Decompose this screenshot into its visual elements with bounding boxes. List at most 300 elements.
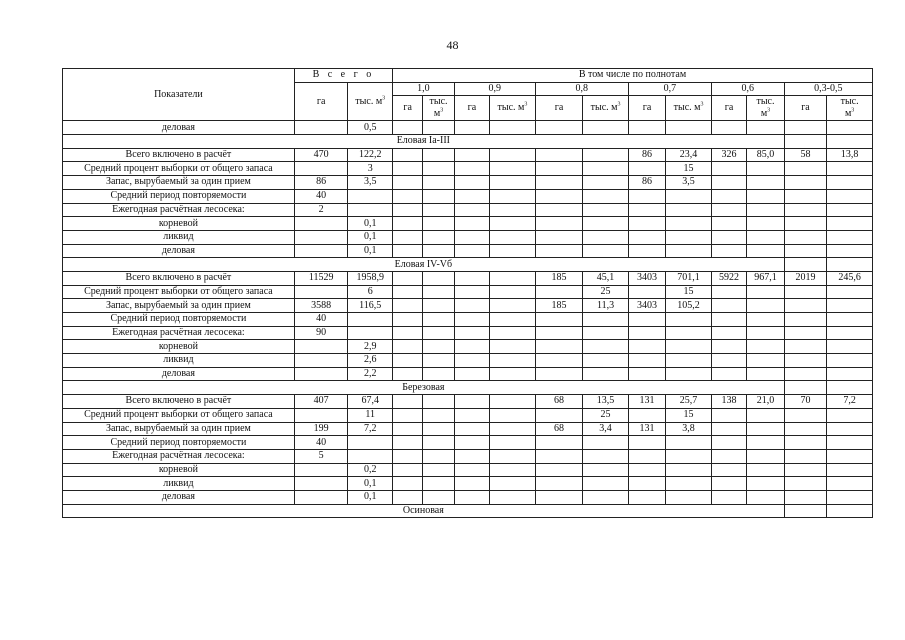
table-cell bbox=[711, 463, 746, 477]
table-cell: 3,4 bbox=[583, 422, 629, 436]
table-row bbox=[63, 340, 873, 354]
table-cell: 86 bbox=[628, 148, 665, 162]
table-cell bbox=[628, 490, 665, 504]
table-cell: 407 bbox=[294, 395, 348, 409]
table-cell bbox=[393, 463, 423, 477]
table-cell bbox=[747, 217, 784, 231]
table-cell bbox=[294, 230, 348, 244]
table-cell bbox=[294, 285, 348, 299]
row-label: Средний процент выборки от общего запаса bbox=[63, 162, 295, 176]
table-cell bbox=[490, 217, 536, 231]
table-cell: 245,6 bbox=[827, 271, 873, 285]
table-cell bbox=[423, 271, 454, 285]
table-cell bbox=[393, 299, 423, 313]
table-cell bbox=[784, 176, 827, 190]
table-cell bbox=[454, 354, 489, 368]
table-cell: 1958,9 bbox=[348, 271, 393, 285]
table-cell bbox=[583, 340, 629, 354]
table-cell bbox=[827, 189, 873, 203]
table-cell bbox=[628, 436, 665, 450]
table-cell bbox=[784, 477, 827, 491]
table-cell bbox=[711, 436, 746, 450]
table-cell bbox=[747, 408, 784, 422]
table-cell bbox=[454, 162, 489, 176]
table-cell bbox=[490, 395, 536, 409]
table-cell bbox=[490, 463, 536, 477]
header-unit-ha: га bbox=[628, 96, 665, 121]
section-row bbox=[63, 135, 873, 149]
table-cell: 58 bbox=[784, 148, 827, 162]
table-cell bbox=[628, 340, 665, 354]
table-cell bbox=[535, 326, 583, 340]
table-cell bbox=[294, 408, 348, 422]
table-cell: 90 bbox=[294, 326, 348, 340]
section-title: Осиновая bbox=[63, 504, 785, 518]
table-cell bbox=[393, 217, 423, 231]
table-cell: 3,8 bbox=[666, 422, 712, 436]
table-cell bbox=[535, 162, 583, 176]
table-cell bbox=[423, 490, 454, 504]
page-number: 48 bbox=[446, 38, 459, 52]
table-row bbox=[63, 271, 873, 285]
table-cell bbox=[827, 408, 873, 422]
table-cell: 15 bbox=[666, 162, 712, 176]
header-density: 0,7 bbox=[628, 82, 711, 96]
table-cell bbox=[784, 422, 827, 436]
table-cell bbox=[666, 326, 712, 340]
table-cell bbox=[747, 490, 784, 504]
table-cell bbox=[393, 449, 423, 463]
table-cell bbox=[747, 299, 784, 313]
table-cell bbox=[454, 340, 489, 354]
table-cell bbox=[747, 449, 784, 463]
table-cell bbox=[454, 408, 489, 422]
row-label: Средний период повторяемости bbox=[63, 189, 295, 203]
table-cell bbox=[827, 135, 873, 149]
table-cell bbox=[454, 477, 489, 491]
table-cell bbox=[393, 436, 423, 450]
table-cell bbox=[490, 189, 536, 203]
table-cell bbox=[294, 367, 348, 381]
table-cell bbox=[393, 148, 423, 162]
header-total-ha: га bbox=[294, 82, 348, 121]
table-cell: 13,8 bbox=[827, 148, 873, 162]
table-cell: 2,9 bbox=[348, 340, 393, 354]
table-cell bbox=[784, 449, 827, 463]
table-cell bbox=[393, 408, 423, 422]
table-cell: 40 bbox=[294, 436, 348, 450]
table-cell: 11,3 bbox=[583, 299, 629, 313]
table-cell bbox=[827, 340, 873, 354]
table-row bbox=[63, 230, 873, 244]
table-cell: 13,5 bbox=[583, 395, 629, 409]
table-cell bbox=[535, 340, 583, 354]
table-cell bbox=[583, 121, 629, 135]
table-cell bbox=[348, 189, 393, 203]
table-cell bbox=[454, 367, 489, 381]
header-indicators: Показатели bbox=[63, 69, 295, 121]
table-cell: 86 bbox=[294, 176, 348, 190]
table-cell: 185 bbox=[535, 299, 583, 313]
table-cell: 138 bbox=[711, 395, 746, 409]
table-cell: 5 bbox=[294, 449, 348, 463]
header-incl: В том числе по полнотам bbox=[393, 69, 873, 83]
header-unit-m3: тыс. $м^3$ bbox=[423, 96, 454, 121]
table-cell bbox=[423, 326, 454, 340]
table-cell bbox=[827, 313, 873, 327]
table-cell bbox=[583, 313, 629, 327]
table-cell bbox=[711, 490, 746, 504]
table-cell bbox=[784, 162, 827, 176]
table-cell bbox=[535, 217, 583, 231]
table-cell bbox=[827, 244, 873, 258]
table-row bbox=[63, 395, 873, 409]
table-cell bbox=[628, 313, 665, 327]
table-cell bbox=[666, 189, 712, 203]
table-cell: 199 bbox=[294, 422, 348, 436]
table-cell: 116,5 bbox=[348, 299, 393, 313]
table-cell bbox=[535, 244, 583, 258]
table-cell bbox=[393, 340, 423, 354]
table-cell bbox=[535, 148, 583, 162]
table-cell: 2,6 bbox=[348, 354, 393, 368]
table-cell bbox=[490, 408, 536, 422]
table-cell bbox=[666, 313, 712, 327]
table-row bbox=[63, 367, 873, 381]
table-cell: 0,1 bbox=[348, 230, 393, 244]
table-cell bbox=[747, 422, 784, 436]
header-unit-m3: тыс. $м^3$ bbox=[827, 96, 873, 121]
table-cell bbox=[827, 162, 873, 176]
table-row bbox=[63, 313, 873, 327]
table-cell bbox=[490, 340, 536, 354]
table-cell bbox=[294, 354, 348, 368]
row-label: деловая bbox=[63, 244, 295, 258]
table-cell bbox=[454, 285, 489, 299]
row-label: Запас, вырубаемый за один прием bbox=[63, 176, 295, 190]
table-cell bbox=[423, 203, 454, 217]
table-cell bbox=[454, 395, 489, 409]
table-cell bbox=[583, 490, 629, 504]
table-cell bbox=[747, 367, 784, 381]
table-cell bbox=[490, 477, 536, 491]
table-row bbox=[63, 449, 873, 463]
table-cell: 45,1 bbox=[583, 271, 629, 285]
row-label: деловая bbox=[63, 490, 295, 504]
table-cell bbox=[628, 367, 665, 381]
table-cell bbox=[490, 230, 536, 244]
table-cell bbox=[666, 367, 712, 381]
table-cell bbox=[393, 313, 423, 327]
table-cell bbox=[666, 217, 712, 231]
table-cell bbox=[583, 477, 629, 491]
table-cell bbox=[454, 189, 489, 203]
table-cell bbox=[628, 449, 665, 463]
table-cell bbox=[348, 326, 393, 340]
table-cell bbox=[294, 121, 348, 135]
table-row bbox=[63, 490, 873, 504]
table-cell: 470 bbox=[294, 148, 348, 162]
header-unit-m3: тыс. $м^3$ bbox=[583, 96, 629, 121]
table-cell bbox=[784, 299, 827, 313]
table-cell bbox=[490, 271, 536, 285]
table-cell bbox=[784, 258, 827, 272]
table-cell bbox=[423, 299, 454, 313]
table-cell bbox=[454, 299, 489, 313]
table-cell bbox=[454, 449, 489, 463]
table-cell bbox=[747, 326, 784, 340]
table-cell bbox=[423, 189, 454, 203]
table-cell bbox=[747, 121, 784, 135]
table-row bbox=[63, 299, 873, 313]
table-cell bbox=[393, 203, 423, 217]
table-cell bbox=[454, 148, 489, 162]
table-cell bbox=[423, 367, 454, 381]
row-label: корневой bbox=[63, 217, 295, 231]
table-cell: 6 bbox=[348, 285, 393, 299]
row-label: ликвид bbox=[63, 477, 295, 491]
table-cell bbox=[628, 121, 665, 135]
table-cell bbox=[784, 490, 827, 504]
table-cell: 21,0 bbox=[747, 395, 784, 409]
table-cell bbox=[490, 285, 536, 299]
table-cell bbox=[535, 121, 583, 135]
table-cell: 7,2 bbox=[348, 422, 393, 436]
header-unit-ha: га bbox=[535, 96, 583, 121]
table-cell bbox=[827, 258, 873, 272]
table-cell: 40 bbox=[294, 313, 348, 327]
table-cell bbox=[535, 490, 583, 504]
table-cell bbox=[393, 176, 423, 190]
table-cell bbox=[827, 121, 873, 135]
table-cell bbox=[423, 340, 454, 354]
table-cell: 68 bbox=[535, 395, 583, 409]
row-label: Средний процент выборки от общего запаса bbox=[63, 285, 295, 299]
row-label: Всего включено в расчёт bbox=[63, 148, 295, 162]
table-row bbox=[63, 121, 873, 135]
table-cell bbox=[666, 340, 712, 354]
table-cell bbox=[666, 449, 712, 463]
table-cell bbox=[827, 490, 873, 504]
table-cell: 68 bbox=[535, 422, 583, 436]
table-cell bbox=[827, 217, 873, 231]
table-cell bbox=[711, 449, 746, 463]
table-cell bbox=[490, 367, 536, 381]
table-cell bbox=[490, 162, 536, 176]
table-cell: 2,2 bbox=[348, 367, 393, 381]
table-cell bbox=[423, 463, 454, 477]
table-cell bbox=[490, 354, 536, 368]
table-cell bbox=[711, 422, 746, 436]
table-cell bbox=[583, 354, 629, 368]
table-cell: 3,5 bbox=[666, 176, 712, 190]
table-cell bbox=[784, 135, 827, 149]
table-row bbox=[63, 203, 873, 217]
header-unit-ha: га bbox=[454, 96, 489, 121]
header-density: 1,0 bbox=[393, 82, 455, 96]
table-cell bbox=[423, 217, 454, 231]
table-cell: 11529 bbox=[294, 271, 348, 285]
table-cell bbox=[747, 230, 784, 244]
table-row bbox=[63, 436, 873, 450]
table-row bbox=[63, 477, 873, 491]
table-cell bbox=[784, 436, 827, 450]
table-cell bbox=[827, 463, 873, 477]
table-cell: 15 bbox=[666, 408, 712, 422]
table-cell bbox=[666, 477, 712, 491]
table-cell bbox=[490, 313, 536, 327]
table-cell bbox=[628, 203, 665, 217]
table-cell: 185 bbox=[535, 271, 583, 285]
table-cell: 40 bbox=[294, 189, 348, 203]
row-label: ликвид bbox=[63, 230, 295, 244]
table-cell bbox=[535, 230, 583, 244]
table-cell bbox=[535, 408, 583, 422]
table-row bbox=[63, 148, 873, 162]
table-cell: 131 bbox=[628, 395, 665, 409]
table-cell: 122,2 bbox=[348, 148, 393, 162]
table-cell: 0,1 bbox=[348, 217, 393, 231]
table-cell bbox=[535, 176, 583, 190]
table-cell bbox=[454, 244, 489, 258]
table-cell: 0,1 bbox=[348, 244, 393, 258]
table-cell bbox=[827, 422, 873, 436]
section-row bbox=[63, 504, 873, 518]
table-cell: 701,1 bbox=[666, 271, 712, 285]
table-cell: 3,5 bbox=[348, 176, 393, 190]
table-cell bbox=[393, 271, 423, 285]
row-label: Средний процент выборки от общего запаса bbox=[63, 408, 295, 422]
table-cell bbox=[666, 203, 712, 217]
table-cell: 2 bbox=[294, 203, 348, 217]
table-cell bbox=[827, 477, 873, 491]
table-row bbox=[63, 285, 873, 299]
table-cell bbox=[393, 477, 423, 491]
section-row bbox=[63, 381, 873, 395]
table-cell: 15 bbox=[666, 285, 712, 299]
row-label: Всего включено в расчёт bbox=[63, 395, 295, 409]
table-cell bbox=[393, 326, 423, 340]
table-cell: 25,7 bbox=[666, 395, 712, 409]
table-cell bbox=[711, 176, 746, 190]
table-cell bbox=[628, 408, 665, 422]
table-cell bbox=[583, 203, 629, 217]
table-cell bbox=[583, 436, 629, 450]
table-cell bbox=[628, 230, 665, 244]
table-cell bbox=[784, 504, 827, 518]
table-row bbox=[63, 463, 873, 477]
table-cell bbox=[711, 217, 746, 231]
table-cell bbox=[747, 463, 784, 477]
table-cell bbox=[628, 477, 665, 491]
table-cell bbox=[454, 217, 489, 231]
table-cell bbox=[784, 217, 827, 231]
table-row bbox=[63, 244, 873, 258]
table-cell: 3 bbox=[348, 162, 393, 176]
table-row bbox=[63, 326, 873, 340]
table-cell bbox=[454, 271, 489, 285]
table-cell bbox=[393, 422, 423, 436]
table-cell bbox=[423, 395, 454, 409]
header-total: В с е г о bbox=[294, 69, 392, 83]
table-cell bbox=[747, 189, 784, 203]
table-cell bbox=[827, 230, 873, 244]
table-cell: 70 bbox=[784, 395, 827, 409]
table-cell bbox=[423, 408, 454, 422]
table-cell bbox=[423, 162, 454, 176]
table-cell: 25 bbox=[583, 285, 629, 299]
table-row bbox=[63, 176, 873, 190]
table-cell bbox=[711, 230, 746, 244]
table-cell bbox=[348, 449, 393, 463]
table-cell bbox=[535, 436, 583, 450]
table-cell bbox=[628, 285, 665, 299]
table-cell bbox=[747, 176, 784, 190]
table-cell bbox=[393, 162, 423, 176]
table-cell bbox=[747, 285, 784, 299]
table-cell bbox=[454, 422, 489, 436]
table-cell bbox=[294, 244, 348, 258]
table-cell bbox=[490, 422, 536, 436]
table-cell bbox=[535, 477, 583, 491]
table-cell bbox=[666, 436, 712, 450]
table-cell bbox=[784, 203, 827, 217]
table-cell bbox=[827, 285, 873, 299]
table-cell bbox=[711, 367, 746, 381]
table-cell bbox=[784, 244, 827, 258]
table-cell: 25 bbox=[583, 408, 629, 422]
table-cell bbox=[711, 340, 746, 354]
table-cell bbox=[294, 162, 348, 176]
table-cell: 0,2 bbox=[348, 463, 393, 477]
table-cell bbox=[535, 449, 583, 463]
header-density: 0,3-0,5 bbox=[784, 82, 872, 96]
header-unit-ha: га bbox=[711, 96, 746, 121]
header-unit-m3: тыс. $м^3$ bbox=[666, 96, 712, 121]
table-cell bbox=[393, 244, 423, 258]
row-label: Ежегодная расчётная лесосека: bbox=[63, 203, 295, 217]
table-cell bbox=[393, 121, 423, 135]
table-cell bbox=[490, 436, 536, 450]
table-cell bbox=[784, 313, 827, 327]
table-cell bbox=[827, 203, 873, 217]
table-cell bbox=[423, 148, 454, 162]
allowable-cut-table bbox=[62, 68, 873, 518]
table-cell bbox=[747, 162, 784, 176]
table-cell bbox=[827, 504, 873, 518]
table-cell bbox=[393, 354, 423, 368]
table-cell bbox=[348, 313, 393, 327]
table-cell bbox=[583, 367, 629, 381]
table-cell: 67,4 bbox=[348, 395, 393, 409]
table-cell bbox=[454, 313, 489, 327]
table-cell bbox=[393, 285, 423, 299]
table-cell bbox=[711, 285, 746, 299]
table-cell bbox=[827, 354, 873, 368]
table-cell bbox=[827, 436, 873, 450]
table-cell bbox=[711, 244, 746, 258]
table-cell bbox=[454, 176, 489, 190]
table-cell bbox=[535, 463, 583, 477]
table-cell bbox=[535, 367, 583, 381]
table-cell bbox=[666, 463, 712, 477]
table-cell: 3403 bbox=[628, 271, 665, 285]
table-cell bbox=[294, 463, 348, 477]
table-cell: 23,4 bbox=[666, 148, 712, 162]
table-cell bbox=[666, 121, 712, 135]
table-cell bbox=[628, 189, 665, 203]
table-cell: 3403 bbox=[628, 299, 665, 313]
